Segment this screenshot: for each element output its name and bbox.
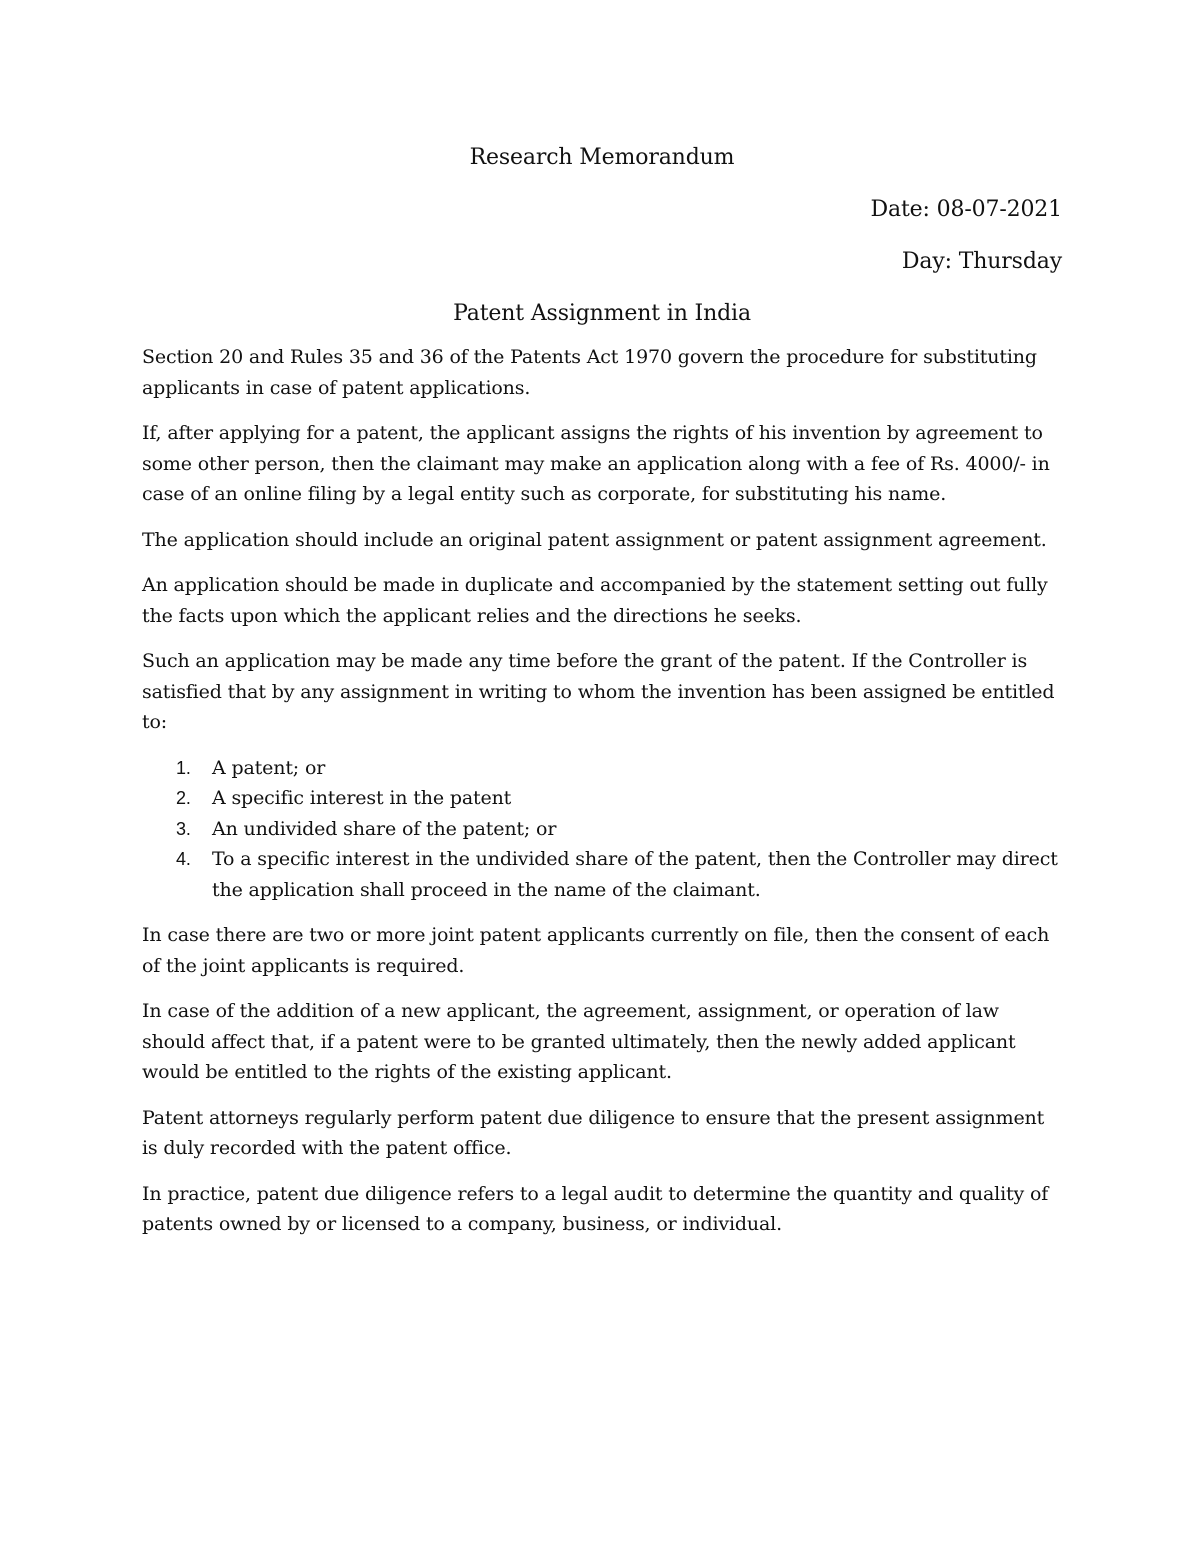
list-item-number: 2. bbox=[176, 788, 191, 808]
list-item-text: To a specific interest in the undivided share of the patent, then the Controller may direct the application shall proceed in the name of the claimant. bbox=[212, 848, 1058, 901]
paragraph-new-applicant: In case of the addition of a new applicant, the agreement, assignment, or operation of law should affect that, if a patent were to be granted ultimately, then the newly added applicant would be entitled to the rights of the existing applicant. bbox=[142, 1000, 1016, 1083]
paragraph-section-20: Section 20 and Rules 35 and 36 of the Patents Act 1970 govern the procedure for substituting applicants in case of patent applications. bbox=[142, 346, 1037, 399]
paragraph-duplicate-application: An application should be made in duplicate and accompanied by the statement setting out fully the facts upon which the applicant relies and the directions he seeks. bbox=[142, 574, 1048, 627]
list-item bbox=[142, 814, 1062, 845]
memo-day: Day: Thursday bbox=[901, 249, 1062, 274]
list-item bbox=[142, 783, 1062, 814]
list-item-number: 4. bbox=[176, 849, 191, 869]
document-body bbox=[142, 140, 1062, 1255]
list-item-text: An undivided share of the patent; or bbox=[212, 817, 557, 840]
paragraph-original-assignment: The application should include an original patent assignment or patent assignment agreement. bbox=[142, 528, 1047, 551]
list-item-number: 3. bbox=[176, 818, 191, 839]
list-item bbox=[142, 844, 1062, 905]
memo-title: Research Memorandum bbox=[469, 145, 735, 170]
paragraph-legal-audit: In practice, patent due diligence refers to a legal audit to determine the quantity and quality of patents owned by or licensed to a company, business, or individual. bbox=[142, 1182, 1049, 1235]
list-item bbox=[142, 753, 1062, 784]
list-item-number: 1. bbox=[176, 757, 191, 778]
list-item-text: A patent; or bbox=[212, 756, 326, 779]
entitlement-list bbox=[142, 753, 1062, 906]
paragraph-assignment-fee: If, after applying for a patent, the applicant assigns the rights of his invention by agreement to some other person, then the claimant may make an application along with a fee of Rs. 4000/- in case of an online filing by a legal entity such as corporate, for substituting his name. bbox=[142, 422, 1050, 505]
paragraph-before-grant: Such an application may be made any time before the grant of the patent. If the Controller is satisfied that by any assignment in writing to whom the invention has been assigned be entitled to: bbox=[142, 650, 1055, 733]
memo-date: Date: 08-07-2021 bbox=[870, 197, 1062, 222]
paragraph-joint-applicants: In case there are two or more joint patent applicants currently on file, then the consent of each of the joint applicants is required. bbox=[142, 924, 1050, 977]
paragraph-due-diligence: Patent attorneys regularly perform patent due diligence to ensure that the present assignment is duly recorded with the patent office. bbox=[142, 1106, 1045, 1159]
document-title: Patent Assignment in India bbox=[453, 301, 751, 326]
list-item-text: A specific interest in the patent bbox=[212, 787, 512, 809]
